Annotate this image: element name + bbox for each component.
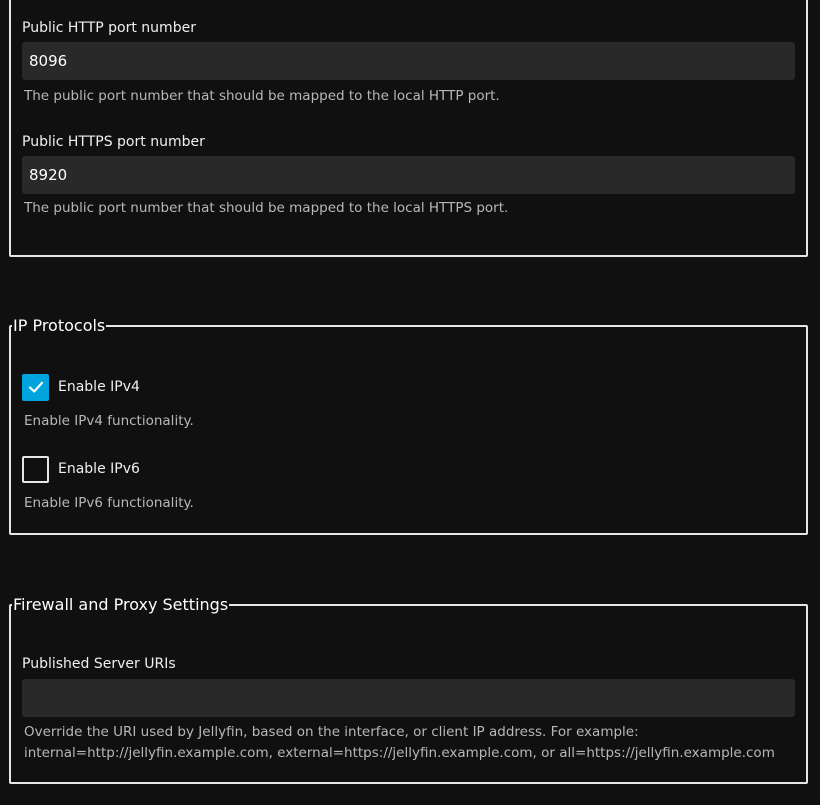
published-uris-label: Published Server URIs bbox=[22, 656, 176, 672]
enable-ipv6-row[interactable] bbox=[22, 456, 140, 482]
ip-protocols-legend: IP Protocols bbox=[13, 316, 106, 335]
checkmark-icon bbox=[27, 378, 45, 396]
http-port-label: Public HTTP port number bbox=[22, 20, 196, 36]
published-uris-help-line2: internal=http://jellyfin.example.com, external=https://jellyfin.example.com, or all=https://jellyfin.example.com bbox=[24, 745, 775, 761]
firewall-proxy-legend: Firewall and Proxy Settings bbox=[13, 595, 229, 614]
ip-protocols-fieldset bbox=[9, 317, 808, 535]
enable-ipv4-row[interactable] bbox=[22, 374, 140, 400]
http-port-help: The public port number that should be mapped to the local HTTP port. bbox=[24, 88, 500, 104]
https-port-input[interactable] bbox=[22, 156, 795, 194]
https-port-help: The public port number that should be mapped to the local HTTPS port. bbox=[24, 200, 509, 216]
http-port-input[interactable] bbox=[22, 42, 795, 80]
https-port-label: Public HTTPS port number bbox=[22, 134, 205, 150]
enable-ipv6-label: Enable IPv6 bbox=[58, 461, 140, 477]
enable-ipv4-help: Enable IPv4 functionality. bbox=[24, 413, 194, 429]
published-uris-help-line1: Override the URI used by Jellyfin, based on the interface, or client IP address. For example: bbox=[24, 724, 639, 740]
enable-ipv4-checkbox[interactable] bbox=[22, 374, 49, 401]
ports-fieldset bbox=[9, 0, 808, 257]
enable-ipv6-help: Enable IPv6 functionality. bbox=[24, 495, 194, 511]
enable-ipv4-label: Enable IPv4 bbox=[58, 379, 140, 395]
firewall-proxy-fieldset bbox=[9, 596, 808, 784]
published-uris-input[interactable] bbox=[22, 679, 795, 717]
enable-ipv6-checkbox[interactable] bbox=[22, 456, 49, 483]
